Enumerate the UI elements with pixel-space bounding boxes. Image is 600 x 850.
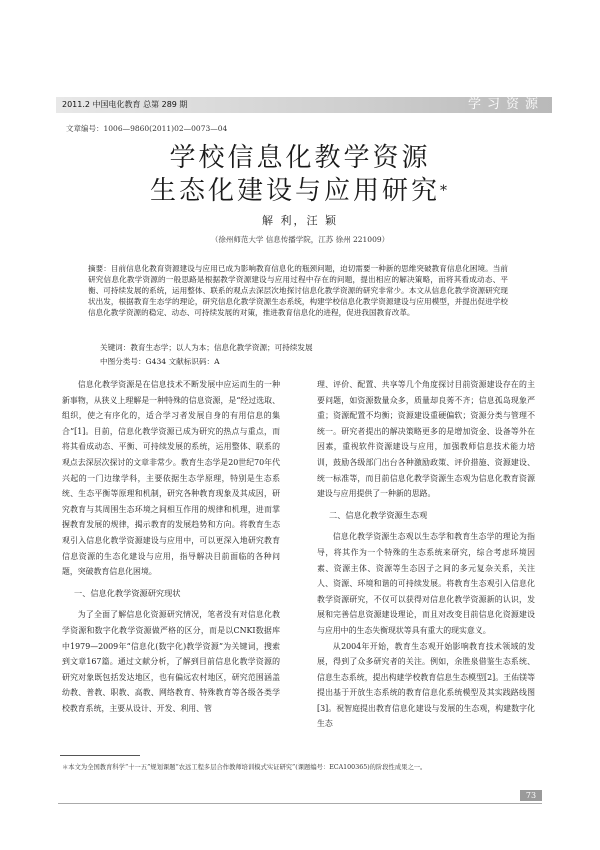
section-heading-1: 一、信息化教学资源研究现状 [74,587,181,598]
keywords-block [100,341,520,369]
title-footnote-mark: * [440,183,450,199]
bottom-rule [58,803,542,804]
title-line-1: 学校信息化教学资源 [169,143,431,173]
article-number: 文章编号：1006—9860(2011)02—0073—04 [66,124,228,133]
journal-issue: 2011.2 中国电化教育 总第 289 期 [62,100,188,109]
continued-paragraph: 理、评价、配置、共享等几个角度探讨目前资源建设存在的主要问题，如资源数量众多，质量却良莠不齐；信息孤岛现象严重；资源配置不均衡；资源建设重硬偏软；资源分类与管理不统一。研究者提出的解决策略更多的是增加资金、设备等外在因素，重视软件资源建设与应用，加强教师信息技术能力培训，鼓励各级部门出台各种激励政策、评价措施、资源建设、统一标准等，而目前信息化教学资源生态观为信息化教育资源建设与应用提供了一种新的思路。 [317,380,535,499]
right-column [317,377,535,732]
section1-paragraph: 为了全面了解信息化资源研究情况，笔者没有对信息化教学资源和数字化教学资源做严格的区分，而是以CNKI数据库中1979—2009年“信息化(数字化)教学资源”为关键词，搜索到文章167篇。通过文献分析，了解到目前信息化教学资源的研究对象既包括发达地区，也有偏远农村地区，研究范围涵盖幼教、普教、职教、高教、网络教育、特殊教育等各级各类学校教育系统，主要从设计、开发、利用、管 [62,610,280,713]
authors: 解 利，汪 颖 [262,214,338,227]
page-number: 73 [520,790,542,801]
intro-paragraph: 信息化教学资源是在信息技术不断发展中应运而生的一种新事物，从狭义上理解是一种特殊的信息资源，是“经过选取、组织，使之有序化的，适合学习者发展自身的有用信息的集合”[1]。目前，信息化教学资源已成为研究的热点与重点，而将其看成动态、平衡、可持续发展的系统，运用整体、联系的观点去深层次探讨的文章非常少。教育生态学是20世纪70年代兴起的一门边缘学科，主要依据生态学原理，特别是生态系统、生态平衡等原理和机制，研究各种教育现象及其成因，研究教育与其周围生态环境之间相互作用的规律和机理，进而掌握教育发展的规律，揭示教育的发展趋势和方向。将教育生态观引入信息化教学资源建设与应用中，可以更深入地研究教育信息资源的生态化建设与应用，指导解决目前面临的各种问题，突破教育信息化困境。 [62,380,280,577]
left-column [62,377,280,716]
affiliation: （徐州师范大学 信息传播学院，江苏 徐州 221009） [210,235,390,244]
section-heading-2: 二、信息化教学资源生态观 [329,509,428,520]
section-label: 学习资源 [467,97,544,112]
section2-paragraph-2: 从2004年开始，教育生态观开始影响教育技术领域的发展，得到了众多研究者的关注。例如，余胜泉借鉴生态系统、信息生态系统，提出构建学校教育信息生态模型[2]。王佑镁等提出基于开放生态系统的教育信息化系统模型及其实践路线图[3]。祝智庭提出教育信息化建设与发展的生态观，构建数字化生态 [317,641,535,729]
keywords: 关键词：教育生态学；以人为本；信息化教学资源；可持续发展 [100,343,313,352]
section2-paragraph-1: 信息化教学资源生态观以生态学和教育生态学的理论为指导，将其作为一个特殊的生态系统来研究，综合考虑环境因素、资源主体、资源等生态因子之间的多元复杂关系，关注人、资源、环境和谐的可持续发展。将教育生态观引入信息化教学资源研究，不仅可以获得对信息化教学资源新的认识，发展和完善信息资源建设理论，而且对改变目前信息化资源建设与应用中的生态失衡现状等具有重大的现实意义。 [317,532,535,635]
title-line-2 [0,176,600,206]
footnote: ＊本文为全国教育科学“十一五”规划课题“农远工程多层合作教师培训模式实证研究”(课题编号：ECA100365)的阶段性成果之一。 [62,764,427,771]
title-line-2-text: 生态化建设与应用研究 [149,176,440,206]
abstract: 摘要：目前信息化教育资源建设与应用已成为影响教育信息化的瓶颈问题，迫切需要一种新的思维突破教育信息化困境。当前研究信息化教学资源的一般思路是根据教学资源建设与应用过程中存在的问题，提出相应的解决策略，而将其看成动态、平衡、可持续发展的系统，运用整体、联系的观点去深层次地探讨信息化教学资源的研究非常少。本文从信息化教学资源研究现状出发，根据教育生态学的理论，研究信息化教学资源生态系统，构建学校信息化教学资源建设与应用模型，并提出促进学校信息化教学资源的稳定、动态、可持续发展的对策，推进教育信息化的进程，促进我国教育改革。 [88,264,508,318]
footnote-rule [60,755,140,756]
classification: 中图分类号：G434 文献标识码：A [100,357,220,366]
